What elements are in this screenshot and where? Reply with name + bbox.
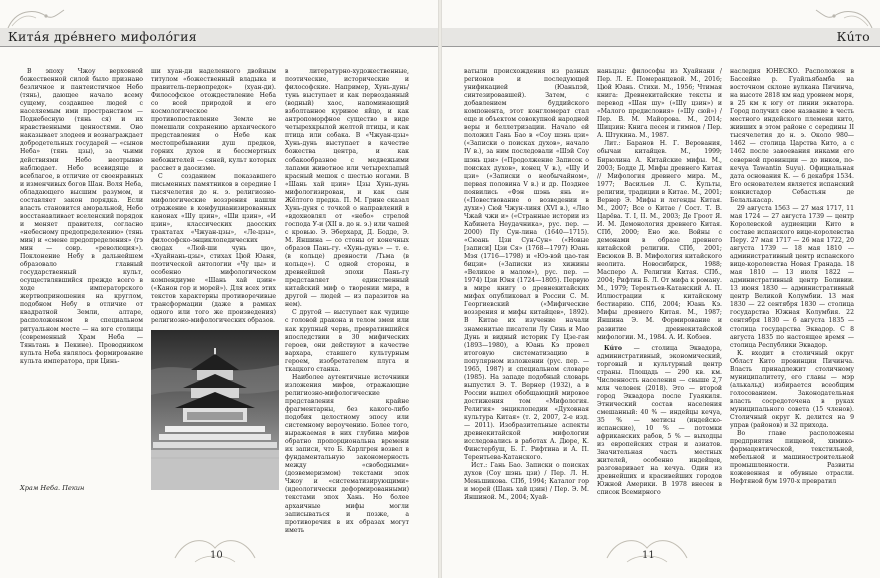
paragraph: Во главе расположены предприятия пищевой, химико-фармацевтической, текстильной, мебельной и машиностроительной промышленности. Развиты кожевенная и обувные отрасли. Нефтяной бум 1970-х превратил bbox=[730, 430, 854, 486]
running-head-right: Кúто bbox=[836, 29, 870, 44]
header-rule bbox=[0, 46, 438, 47]
paragraph: С другой — выступает как чудище с головой дракона и телом змеи или как крупный червь, превратившийся впоследствии в 30 мифических героев, они действуют в качестве вархара, ставшего культурным героем, изобретателем плуга и ткацкого станка. bbox=[285, 309, 409, 373]
right-column-1 bbox=[464, 68, 589, 503]
paragraph: С созданием показавшего письменных памятников в середине I тысячелетия до н. э. религиозно-мифологические воззрения нашли отражение в конфуцианизированных канонах «Шу цзин», «Ши цзин», «И цзин», классических даосских трактатах «Чжуан-цзы», «Ле-цзы», философско-энциклопедических сводах «Люй-ши чунь цю», «Хуайнань-цзы», стихах Цюй Юаня, поэтической антологии «Чу цы» и особенно мифологическом компендиуме «Шань хай цзин» («Канон гор и морей»). Для всех этих текстов характерны противоречивые трансформации (даже в рамках одного или того же произведения) религиозно-мифологических образов. bbox=[151, 172, 276, 325]
paragraph: наньцзы: философы из Хуайнани / Пер. Л. Е. Померанцевой. М., 2016; Цюй Юань. Стихи. М., 1956; Чтимая книга: Древнекитайские тексты и перевод «Шан шу» («Шу цзин») и «Малого предисловия» («Шу сюй») / Пер. В. М. Майорова. М., 2014; Шицзин: Книга песен и гимнов / Пер. А. Штукина. М., 1987. bbox=[597, 68, 722, 140]
right-column-2 bbox=[597, 68, 722, 497]
temple-of-heaven-photo bbox=[151, 330, 279, 490]
corner-ornament-icon bbox=[814, 6, 874, 30]
article-head: Кúто bbox=[604, 344, 622, 352]
page-number-flourish-icon bbox=[597, 528, 697, 568]
paragraph: ватыли происхождения из разных регионов и последующей унификацией (Юаньпэй, синтезировавшей). Затем, с добавлением буддийского компонента, этот конгломерат стал еще и объектом совокупной народной веры и беллетризации. Начало ей положил Гань Бао в «Соу шэнь цзи» («Записки о поисках духов», начало IV в.), за ним последовали «Шэй Соу шэнь цзи» («Продолжение Записок о поисках духов», конец V в.), «Шу И цзи» («Записки о необычайном», первая половина V в.) и др. Позднее появились «Фэн шэнь янь и» («Повествование о возведении в духи») Сюй Чжун-линя (XVI в.), «Ляо Чжай чжи и» («Странные истории из Кабинета Неудачника», рус. пер. — 2000) Пу Сун-лина (1640—1715). «Сюань Цзи Сун-Сун» («Новые [записи] Цзи Ся» (1768—1797) Юань Мэя (1716—1798) и «Юэ-вэй цао-тан бицзи» («Записки из хижины «Великое в малом»), рус. пер. — 1974) Цзи Юня (1724—1805). Первую в мире книгу о древнекитайских мифах опубликовал в России С. М. Георгиевский («Мифические воззрения и мифы китайцев», 1892). В Китае их изучение начали знаменитые писатели Лу Синь и Мао Дунь и видный историк Гу Цзе-ган (1893—1980), а Юань Кэ провел итоговую систематизацию в популярном изложении (рус. пер. — 1965, 1987) и специальном словаре (1985). На западе подобный словарь выпустил Э. Т. Вернер (1932), а в России вышел обобщающий мировое достижения том «Мифология. Религия» энциклопедии «Духовная культура Китая» (т. 2, 2007, 2-е изд. — 2011). Изобразительные аспекты древнекитайской мифологии исследовались в работах А. Дюре, К. Финстербуш, Б. Г. Рифтина и А. П. Терентьева-Катанского. bbox=[464, 68, 589, 462]
page-number-flourish-icon bbox=[165, 528, 265, 568]
paragraph: Ист.: Гань Бао. Записки о поисках духов (Соу шэнь цзи) / Пер. Л. Н. Меньшикова. СПб, 1994; Каталог гор и морей (Шань хай цзин) / Пер. Э. М. Яншиной. М., 2004; Хуай- bbox=[464, 462, 589, 502]
header-rule bbox=[442, 46, 880, 47]
corner-ornament-icon bbox=[6, 6, 66, 30]
paragraph: Наиболее аутентичные источники изложения мифов, отражающие религиозно-мифологические представления крайне фрагментарны, без какого-либо подобия целостному эпосу или системному вероучению. Более того, выражаемая в них глубина мифов обратно пропорциональна времени их записи, что Б. Карлгрен возвел в фундаментальную закономерность между «свободными» (доэвемеризмом) текстами эпох Чжоу и «систематизирующими» (идеологически деформированными) текстами эпох Хань. Но более архаичные мифы могли записываться и позже, а противоречия в их образах могут иметь bbox=[285, 373, 409, 534]
paragraph: Лит.: Баранов Н. Г. Верования, обычаи китайцев. М., 1999; Бирюлина А. Китайские мифы. М., 2003; Бодде Д. Мифы древнего Китая // Мифология древнего мира. М., 1977; Васильев Л. С. Культы, религии, традиции в Китае. М., 2001; Вернер Э. Мифы и легенды Китая. М., 2007; Все о Китае / Сост. Т. В. Царёва. Т. I, II. М., 2003; Де Гроот Я. И. М. Демонология древнего Китая. СПб, 2000; Ено же. Войны с демонами в образе древнего китайской религии. СПб, 2001; Евсюков В. В. Мифология китайского неолита. Новосибирск, 1988; Масперо А. Религии Китая. СПб., 2004; Рифтин Б. Л. От мифа к роману. М., 1979; Терентьев-Катанский А. П. Иллюстрации к китайскому бестиарию. СПб, 2004; Юань Кэ. Мифы древнего Китая. М., 1987; Яншина Э. М. Формирование и развитие древнекитайской мифологии. М., 1984. А. И. Кобзев. bbox=[597, 140, 722, 341]
paragraph: наследия ЮНЕСКО. Расположен в Бассейне р. Гуайльябамба на восточном склоне вулкана Пичинча, на высоте 2818 км над уровнем моря, в 25 км к югу от линии экватора. Город получил свое название в честь местного индейского племени кито, живших в этом районе с середины II тысячелетия до н. э. Около 980—1462 — столица Царства Кито, а с 1462 после завоевания инками его северной провинции — до инков, по-кечуа Tawantin Suyu). Официальная дата основания К. — 6 декабря 1534. Его основателем является испанский конкистадор Себастьян де Белалькасар. bbox=[730, 68, 854, 204]
paragraph: 29 августа 1563 — 27 мая 1717, 11 мая 1724 — 27 августа 1739 — центр Королевской аудиенции Кито в составе испанского вице-королевства Перу. 27 мая 1717 — 26 мая 1722, 20 августа 1739 — 18 мая 1810 — административный центр испанского вице-королевства Новая Гранада. 18 мая 1810 — 13 июля 1822 — административный центр Боливии. 13 июня 1830 — административный центр Великой Колумбии. 13 мая 1830 — 22 сентября 1830 — столица государства Южная Колумбия. 22 сентября 1830 — 6 августа 1835 — столица государства Эквадор. С 8 августа 1835 по настоящее время — столица Республики Эквадор. bbox=[730, 204, 854, 349]
right-column-3 bbox=[730, 68, 854, 486]
article-intro: — столица Эквадора, административный, экономический, торговый и культурный центр страны. Площадь — 290 кв. км. Численность населения — свыше 2,7 млн человек (2018). Это — второй город Эквадора после Гуаякиля. Этнический состав населения смешанный: 40 % — индейцы кечуа, 35 % — метисы (индейско-испанские), 10 % — потомки африканских рабов, 5 % — выходцы из европейских стран и азиатов. Значительная часть местных жителей, особенно индейцев, разговаривает на кечуа. Один из древнейших и красивейших городов Южной Америки. В 1978 внесен в список Всемирного bbox=[597, 344, 723, 497]
running-head-left: Китáя дрéвнего мифолóгия bbox=[8, 29, 197, 44]
left-page bbox=[0, 0, 438, 578]
article-entry bbox=[597, 345, 722, 498]
photo-caption: Храм Неба. Пекин bbox=[20, 484, 85, 492]
paragraph: В эпоху Чжоу верховной божественной силой было признано безличное и пантеистичное Небо (тянь), дающее начало всему сущему, создавшее людей с населяемым ими пространством — Поднебесную (тянь ся) и их нравственными ценностями. Оно наказывает злодеев и вознаграждает добродетельных государей — «сынов Неба» (тянь цзы), за чьими действиями Небо неотрывно наблюдает. Небо всевидяще и всеблагое, в отличие от своенравных и изменчивых богов Шан. Воля Неба, обладающего высшим разумом, и составляет закон порядка. Если власть становится аморальной, Небо восстанавливает вселенский порядок и меняет правителя, согласно «небесному предопределению» (тянь мин) и «смене предопределения» (гэ мин — совр. «революция»). Поклонение Небу в дальнейшем образовало главный государственный культ, осуществлявшийся прежде всего в ходе императорского жертвоприношения на круглом, подобном Небу в отличие от квадратной Земли, алтаре, расположенном в специальном ритуальном месте — на юге столицы (современный Храм Неба — Тяньтань в Пекине). Проводником культа Неба являлось формирование культа императора, при Цинь- bbox=[20, 68, 143, 365]
paragraph: ши хуан-ди наделенного двойным титулом «божественный владыка и правитель-первопредок» (хуан-ди). Философское отождествление Неба со всей природой и его космологическое противопоставление Земле не помешали сохранению архаического представления о Небе как местопребывании душ предков, горних духов и бессмертных небожителей — сяней, культ которых рассвет в даосизме. bbox=[151, 68, 276, 172]
page-number-right: 11 bbox=[642, 550, 655, 561]
left-column-3 bbox=[285, 68, 409, 535]
header-band bbox=[442, 28, 880, 46]
left-column-1 bbox=[20, 68, 143, 366]
paragraph: в литературно-художественные, поэтические, исторические и философские. Например, Хунь-дунь/тунь выступает и как первозданный (водный) хаос, напоминающий взболтанное куриное яйцо, и как антропоморфное существо в виде четырехкрылой желтой птицы, и как птица или собака. В «Чжуан-цзы» Хунь-дунь выступает в качестве божества центра, и как собакообразное с медвежьими лапами животное или четырехлапый красный мешок с шестью ногами. В «Шань хай цзин» Цзы Хунь-дунь мифологизирован, и как сын Жёлтого предка. П. М. Грине сказал Хунь-дуня с точкой о направлений в «вдохновлял от «небо» стрелой господа У-и (XII в. до н. э.) или чашей с кровью. Э. Эберхард, Д. Бодде, Э. М. Яншина — со стоны от конечных образов Пань-гу. «Хунь-дунь» — т. е. (в кольце) древности /Тьма (в кольце»). С одной стороны, в древнейшей эпохи Пань-гу представляет единственный китайский миф о творении мира, в другой — людей — из паразитов на нем). bbox=[285, 68, 409, 309]
paragraph: К. входит в столичный округ Област Кито провинции Пичинча. Власть принадлежит столичному муниципалитету, его главы — мэр (алькальд) избирается всеобщим голосованием. Законодательная власть сосредоточена в руках муниципального совета (15 членов). Столичный округ К. делится на 9 управ (районов) и 32 прихода. bbox=[730, 349, 854, 430]
right-page bbox=[442, 0, 880, 578]
left-column-2 bbox=[151, 68, 276, 326]
page-number-left: 10 bbox=[210, 550, 223, 561]
